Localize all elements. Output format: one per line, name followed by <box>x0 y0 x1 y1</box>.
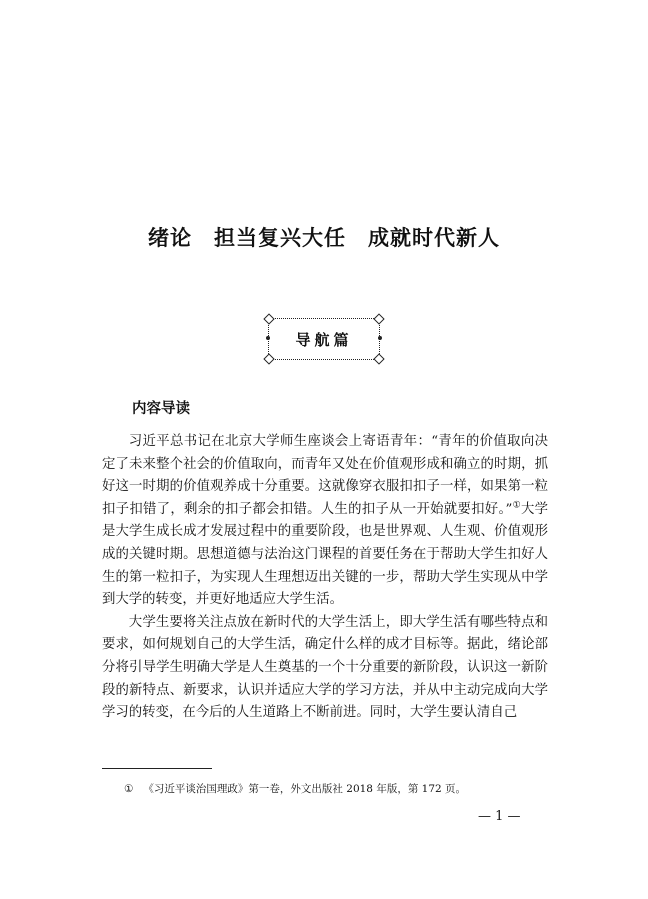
nav-box-title: 导航篇 <box>295 330 353 349</box>
paragraph-2: 大学生要将关注点放在新时代的大学生活上，即大学生活有哪些特点和要求，如何规划自己的大学生活，确定什么样的成才目标等。据此，绪论部分将引导学生明确大学是人生奠基的一个十分重要的新阶段，认识这一新阶段的新特点、新要求，认识并适应大学的学习方法，并从中主动完成向大学学习的转变，在今后的人生道路上不断前进。同时，大学生要认清自己 <box>102 614 548 721</box>
footnote-reference[interactable]: ① <box>512 500 521 511</box>
section-heading: 内容导读 <box>132 401 190 417</box>
body-text <box>102 431 548 725</box>
chapter-title: 绪论 担当复兴大任 成就时代新人 <box>148 226 500 250</box>
paragraph-1-text-before-ref: 习近平总书记在北京大学师生座谈会上寄语青年：“青年的价值取向决定了未来整个社会的价值取向，而青年又处在价值观形成和确立的时期，抓好这一时期的价值观养成十分重要。这就像穿衣服扣扣子一样，如果第一粒扣子扣错了，剩余的扣子都会扣错。人生的扣子从一开始就要扣好。” <box>102 434 548 517</box>
nav-box <box>268 318 380 360</box>
nav-box-side-dot <box>378 336 382 340</box>
footnote <box>124 781 466 796</box>
footnote-mark: ① <box>124 783 134 795</box>
paragraph-1-text-after-ref: 大学是大学生成长成才发展过程中的重要阶段，也是世界观、人生观、价值观形成的关键时期。思想道德与法治这门课程的首要任务在于帮助大学生扣好人生的第一粒扣子，为实现人生理想迈出关键的一步，帮助大学生实现从中学到大学的转变，并更好地适应大学生活。 <box>102 501 548 608</box>
nav-box-corner-ornament <box>263 313 274 324</box>
nav-box-corner-ornament <box>373 313 384 324</box>
footnote-divider <box>102 768 212 769</box>
footnote-text: 《习近平谈治国理政》第一卷，外文出版社 2018 年版，第 172 页。 <box>143 783 467 795</box>
paragraph-1 <box>102 431 548 612</box>
nav-box-corner-ornament <box>373 353 384 364</box>
nav-box-corner-ornament <box>263 353 274 364</box>
nav-box-side-dot <box>266 336 270 340</box>
page-number: — 1 — <box>478 809 521 824</box>
